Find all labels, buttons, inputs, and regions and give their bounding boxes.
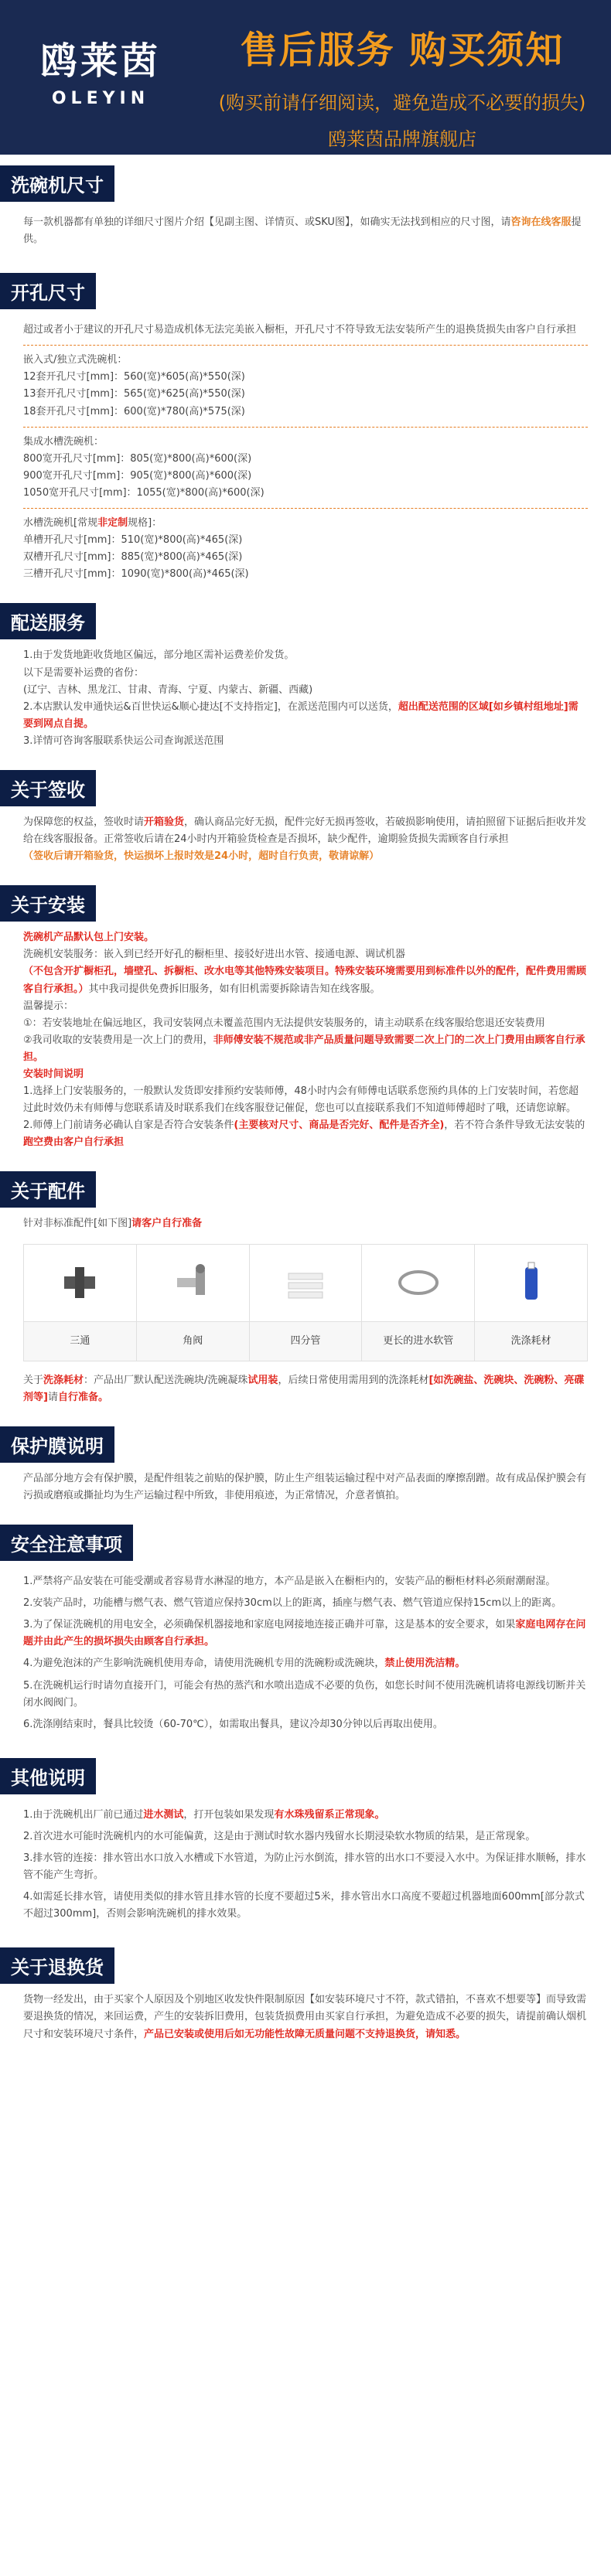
sink-900: 900宽开孔尺寸[mm]：905(宽)*800(高)*600(深) [23,469,252,482]
angle-valve-icon [169,1259,216,1306]
parts-table [23,1244,588,1361]
safety-4b: 禁止使用洗洁精。 [384,1658,466,1670]
section-film-header [0,1416,611,1463]
part-cell [362,1245,475,1361]
double-sink: 双槽开孔尺寸[mm]：885(宽)*800(高)*465(深) [23,551,243,564]
install-p3a: （不包含开扩橱柜孔，墙壁孔、拆橱柜、改水电等其他特殊安装项目。特殊安装环境需要用到标准件以外的配件，配件费用需顾客自行承担。） [23,966,587,995]
header [0,0,611,155]
section-title-other: 其他说明 [0,1758,96,1794]
section-safety [0,1561,611,1747]
parts-intro-b: 请客户自行准备 [131,1218,203,1230]
section-install-header [0,874,611,922]
section-hole [0,309,611,592]
section-title-install: 关于安装 [0,885,96,922]
refund-text-a: 货物一经发出，由于买家个人原因及个别地区收发快件限制原因【如安装环境尺寸不符，款式错拍，不喜欢不想要等】而导致需要退换货的情况，来回运费，产生的安装拆旧费用，包装货损费用由买家自行承担，为避免造成不必要的损失，请提前确认烟机尺寸和安装环境尺寸条件， [23,1994,587,2040]
tip-2b: 非师傅安装不规范或非产品质量问题导致需要二次上门的二次上门费用由顾客自行承担。 [23,1034,585,1063]
install-p1: 洗碗机产品默认包上门安装。 [23,932,155,944]
section-film [0,1463,611,1514]
notice-2 [23,1117,588,1151]
safety-1: 1.严禁将产品安装在可能受潮或者容易背水淋湿的地方，本产品是嵌入在橱柜内的，安装产品的橱柜材料必须耐潮耐湿。 [23,1576,556,1588]
tip-2a: ②我司收取的安装费用是一次上门的费用， [23,1034,213,1046]
parts-note-c: ：产品出厂默认配送洗碗块/洗碗凝珠 [84,1374,248,1386]
divider [23,427,588,428]
part-image [24,1245,136,1322]
safety-3 [23,1617,588,1651]
parts-note [23,1372,588,1406]
hose-icon [395,1259,442,1306]
section-hole-header [0,262,611,309]
section-title-delivery: 配送服务 [0,603,96,639]
delivery-p2b: 超出配送范围的区域[如乡镇村组地址]需要到网点自提。 [23,700,579,730]
brand-logo [15,23,186,116]
emb-18: 18套开孔尺寸[mm]：600(宽)*780(高)*575(深) [23,405,245,417]
notice-2c: ，若不符合条件导致无法安装的 [444,1119,585,1132]
custom-title-b: 非定制 [97,517,128,530]
other-4: 4.如需延长排水管，请使用类似的排水管且排水管的长度不要超过5米，排水管出水口高度不要超过机器地面600mm[部分款式不超过300mm]，否则会影响洗碗机的排水效果。 [23,1891,585,1920]
emb-title: 嵌入式/独立式洗碗机： [23,354,128,366]
hole-intro: 超过或者小于建议的开孔尺寸易造成机体无法完美嵌入橱柜，开孔尺寸不符导致无法安装所产生的退换货损失由客户自行承担 [23,324,577,336]
part-label: 四分管 [250,1322,362,1361]
emb-13: 13套开孔尺寸[mm]：565(宽)*625(高)*550(深) [23,388,245,400]
notice-1: 1.选择上门安装服务的，一般默认发货即安排预约安装师傅，48小时内会有师傅电话联系您预约具体的上门安装时间，若您超过此时效仍未有师傅与您联系请及时联系我们在线客服登记催促，您也可以直接联系我们不知道师傅超时了哦，还请您谅解。 [23,1085,579,1115]
section-other [0,1794,611,1937]
other-1b: 进水测试 [143,1808,184,1821]
customer-service-link[interactable]: 咨询在线客服 [510,216,572,228]
safety-3b: 家庭电网存在问题并由此产生的损坏损失由顾客自行承担。 [23,1619,586,1648]
section-parts [0,1208,611,1415]
section-delivery [0,639,611,759]
section-title-parts: 关于配件 [0,1171,96,1208]
notice-2b: (主要核对尺寸、商品是否完好、配件是否齐全) [234,1119,445,1132]
safety-6: 6.洗涤刚结束时，餐具比较烫（60-70℃），如需取出餐具，建议冷却30分钟以后再取出使用。 [23,1718,443,1730]
sink-800: 800宽开孔尺寸[mm]：805(宽)*800(高)*600(深) [23,452,252,465]
page-subtitle: (购买前请仔细阅读，避免造成不必要的损失) [218,92,586,114]
part-cell [475,1245,587,1361]
safety-2: 2.安装产品时，功能槽与燃气表、燃气管道应保持30cm以上的距离，插座与燃气表、燃气管道应保持15cm以上的距离。 [23,1597,562,1610]
section-size-header [0,155,611,202]
part-label: 三通 [24,1322,136,1361]
install-p2: 洗碗机安装服务：嵌入到已经开好孔的橱柜里、接驳好进出水管、接通电源、调试机器 [23,949,406,961]
tip-2 [23,1032,588,1066]
size-text-suffix: 提供。 [23,216,582,246]
section-receipt-header [0,759,611,806]
part-label: 更长的进水软管 [362,1322,474,1361]
parts-note-e: ，后续日常使用需用到的洗涤耗材 [278,1374,429,1386]
delivery-p1c: (辽宁、吉林、黑龙江、甘肃、青海、宁夏、内蒙古、新疆、西藏) [23,683,313,696]
safety-3a: 3.为了保证洗碗机的用电安全，必须确保机器接地和家庭电网接地连接正确并可靠，这是基本的安全要求，如果 [23,1619,516,1631]
logo-cn: 鸥莱茵 [39,39,161,83]
parts-note-b: 洗涤耗材 [43,1374,84,1386]
receipt-p1b: 开箱验货 [144,816,185,828]
part-image [362,1245,474,1322]
delivery-p2a: 2.本店默认发申通快运&百世快运&顺心捷达[不支持指定]，在派送范围内可以送货， [23,700,398,713]
refund-text-b: 产品已安装或使用后如无功能性故障无质量问题不支持退换货，请知悉。 [144,2028,466,2040]
section-title-size: 洗碗机尺寸 [0,165,114,202]
section-refund [0,1984,611,2052]
delivery-p1: 1.由于发货地距收货地区偏远，部分地区需补运费差价发货。 [23,649,295,662]
tip-title: 温馨提示： [23,1000,74,1012]
single-sink: 单槽开孔尺寸[mm]：510(宽)*800(高)*465(深) [23,534,243,547]
emb-12: 12套开孔尺寸[mm]：560(宽)*605(高)*550(深) [23,371,245,383]
section-title-safety: 安全注意事项 [0,1525,133,1561]
section-refund-header [0,1937,611,1984]
notice-title: 安装时间说明 [23,1068,84,1080]
section-size [0,202,611,262]
delivery-p2 [23,699,588,733]
film-text: 产品部分地方会有保护膜，是配件组装之前贴的保护膜，防止生产组装运输过程中对产品表面的摩擦刮蹭。故有成品保护膜会有污损或磨痕或撕扯均为生产运输过程中所致，非使用痕迹，为正常情况，介意者慎拍。 [23,1472,587,1501]
section-parts-header [0,1160,611,1208]
section-title-hole: 开孔尺寸 [0,273,96,309]
page-title: 售后服务 购买须知 [240,29,565,72]
parts-note-d: 试用装 [247,1374,278,1386]
part-cell [250,1245,363,1361]
size-text [23,214,588,248]
notice-2a: 2.师傅上门前请务必确认自家是否符合安装条件 [23,1119,234,1132]
delivery-p1b: 以下是需要补运费的省份： [23,666,145,679]
sink-title: 集成水槽洗碗机： [23,435,104,448]
install-p3b: 其中我司提供免费拆旧服务，如有旧机需要拆除请告知在线客服。 [88,983,381,995]
section-title-refund: 关于退换货 [0,1947,114,1984]
part-label: 角阀 [137,1322,249,1361]
sink-1050: 1050宽开孔尺寸[mm]：1055(宽)*800(高)*600(深) [23,486,265,499]
parts-note-g: 请 [47,1391,58,1403]
refund-text [23,1992,588,2043]
tip-1: ①：若安装地址在偏远地区，我司安装网点未覆盖范围内无法提供安装服务的，请主动联系在线客服给您退还安装费用 [23,1017,545,1029]
tee-fitting-icon [56,1259,103,1306]
receipt-p2: （签收后请开箱验货，快运损坏上报时效是24小时，超时自行负责，敬请谅解） [23,850,380,863]
section-other-header [0,1747,611,1794]
notice-2d: 跑空费由客户自行承担 [23,1136,125,1149]
parts-note-f: [如洗碗盐、洗碗块、洗碗粉、亮碟剂等] [23,1374,585,1403]
content-panel [0,155,611,2576]
parts-intro-a: 针对非标准配件[如下图] [23,1218,132,1230]
receipt-p1c: ，确认商品完好无损，配件完好无损再签收，若破损影响使用，请拍照留下证据后拒收并发给在线客服报备。正常签收后请在24小时内开箱验货检查是否损坏，缺少配件，逾期验货损失需顾客自行承担 [23,816,587,846]
part-image [250,1245,362,1322]
receipt-p1a: 为保障您的权益，签收时请 [23,816,145,828]
other-2: 2.首次进水可能时洗碗机内的水可能偏黄，这是由于测试时软水器内残留水长期浸染软水物质的结果，是正常现象。 [23,1830,536,1842]
other-1c: ，打开包装如果发现 [183,1808,275,1821]
part-image [137,1245,249,1322]
other-1 [23,1807,588,1824]
part-cell [24,1245,137,1361]
divider [23,345,588,346]
receipt-p1 [23,814,588,848]
section-delivery-header [0,592,611,639]
pipe-icon [282,1259,329,1306]
part-cell [137,1245,250,1361]
logo-en: OLEYIN [51,89,150,108]
safety-4 [23,1655,588,1672]
custom-title-a: 水槽洗碗机[常规 [23,517,98,530]
delivery-p3: 3.详情可咨询客服联系快运公司查询派送范围 [23,734,224,747]
parts-note-h: 自行准备。 [57,1391,108,1403]
part-image [475,1245,587,1322]
other-1d: 有水珠残留系正常现象。 [274,1808,385,1821]
title-area [201,20,603,151]
other-1a: 1.由于洗碗机出厂前已通过 [23,1808,144,1821]
detergent-icon [508,1259,555,1306]
section-receipt [0,806,611,874]
triple-sink: 三槽开孔尺寸[mm]：1090(宽)*800(高)*465(深) [23,568,249,581]
section-title-receipt: 关于签收 [0,770,96,806]
safety-4a: 4.为避免泡沫的产生影响洗碗机使用寿命，请使用洗碗机专用的洗碗粉或洗碗块， [23,1658,385,1670]
install-p3 [23,963,588,997]
custom-title-c: 规格]： [128,517,162,530]
safety-5: 5.在洗碗机运行时请勿直接开门，可能会有热的蒸汽和水喷出造成不必要的负伤，如您长时间不使用洗碗机请将电源线切断并关闭水阀阀门。 [23,1679,586,1709]
parts-note-a: 关于 [23,1374,44,1386]
section-install [0,922,611,1160]
divider [23,508,588,509]
shop-name: 鸥莱茵品牌旗舰店 [328,128,476,150]
other-3: 3.排水管的连接：排水管出水口放入水槽或下水管道，为防止污水倒流，排水管的出水口不要浸入水中。为保证排水顺畅，排水管不能产生弯折。 [23,1852,586,1882]
part-label: 洗涤耗材 [475,1322,587,1361]
section-title-film: 保护膜说明 [0,1426,114,1463]
size-text-prefix: 每一款机器都有单独的详细尺寸图片介绍【见副主图、详情页、或SKU图】，如确实无法找到相应的尺寸图，请 [23,216,511,228]
parts-intro [23,1215,588,1232]
section-safety-header [0,1514,611,1561]
custom-title [23,515,588,532]
